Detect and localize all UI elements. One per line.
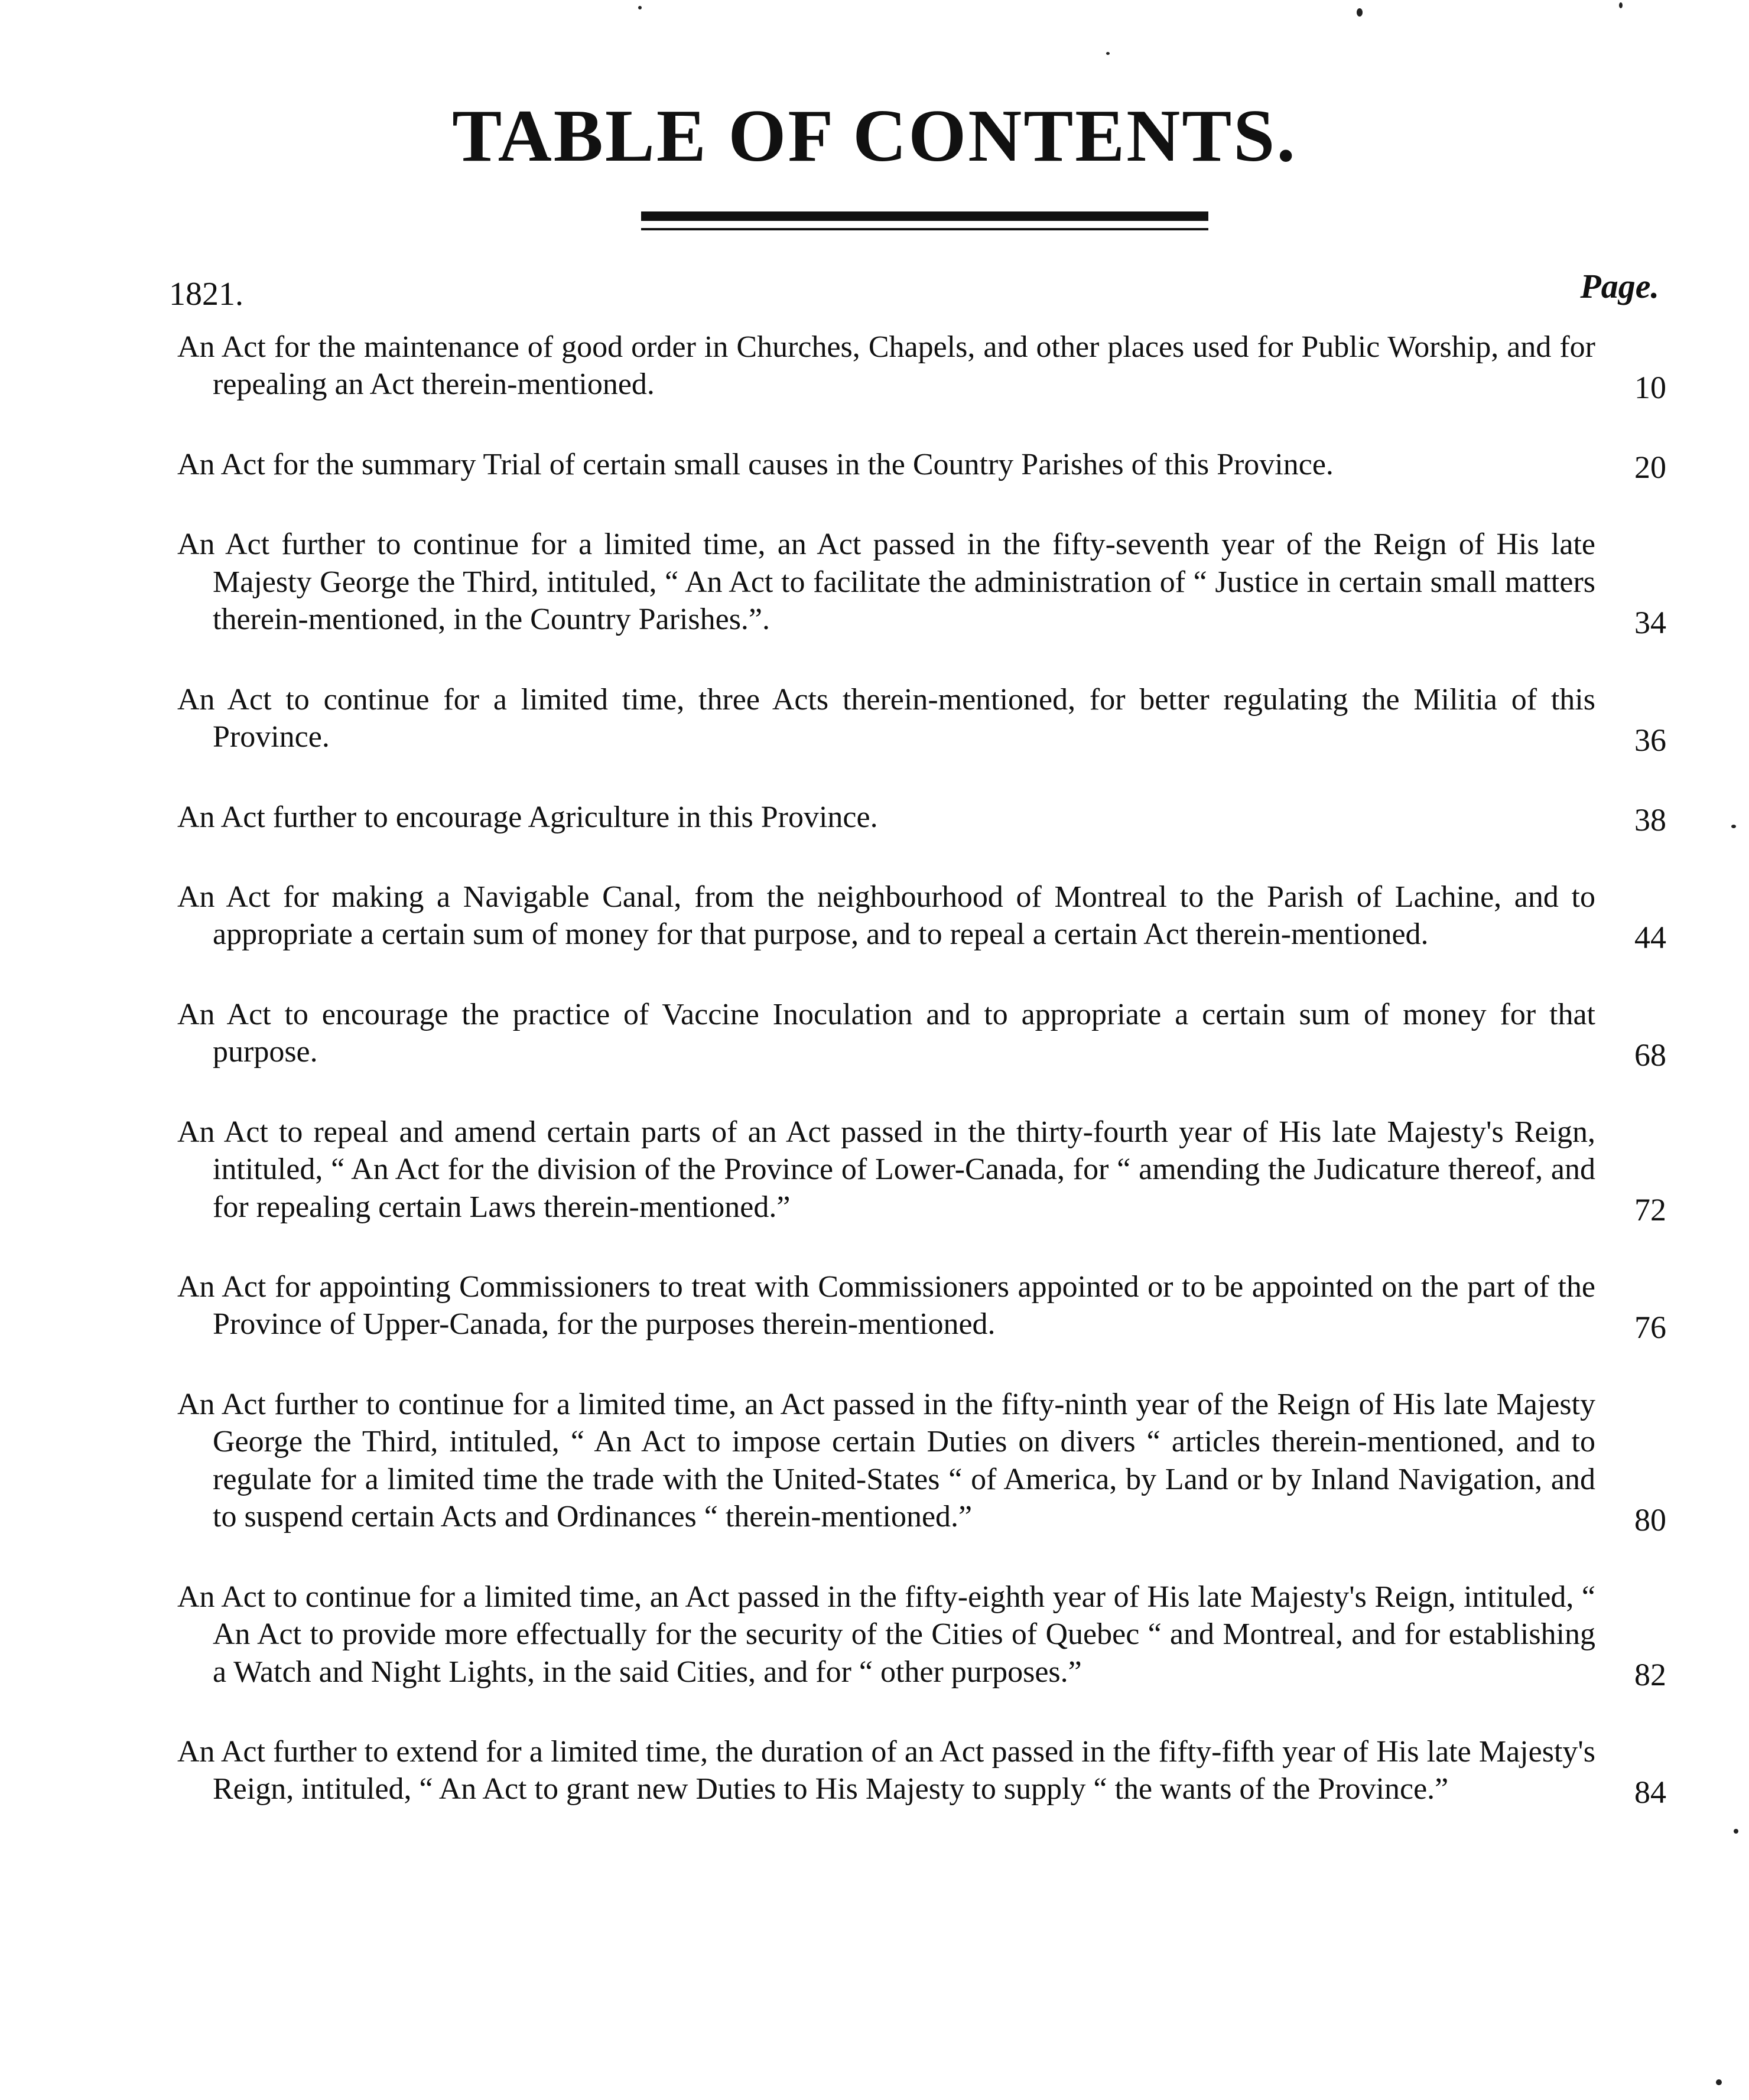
scan-speck — [1619, 2, 1623, 8]
contents-entry — [177, 526, 1666, 638]
entry-page-number: 10 — [1634, 369, 1666, 405]
contents-entry — [177, 1733, 1666, 1808]
scan-speck — [1106, 52, 1110, 55]
entry-page-number: 84 — [1634, 1774, 1666, 1810]
entry-page-number: 20 — [1634, 450, 1666, 486]
entry-title: An Act for the maintenance of good order in Churches, Chapels, and other places used for Public Worship, and for repealing an Act therein-mentioned. — [177, 330, 1595, 402]
scan-speck — [638, 6, 642, 9]
entry-title: An Act to repeal and amend certain parts of an Act passed in the thirty-fourth year of His late Majesty's Reign, intituled, “ An Act for the division of the Province of Lower-Canada, for “ amending the Judicature thereof, and for repealing certain Laws therein-mentioned.” — [177, 1115, 1595, 1224]
entry-title: An Act further to continue for a limited time, an Act passed in the fifty-seventh year of the Reign of His late Majesty George the Third, intituled, “ An Act to facilitate the administration of “ Justice in certain small matters therein-mentioned, in the Country Parishes.”. — [177, 528, 1595, 637]
contents-entry — [177, 1386, 1666, 1536]
contents-entry — [177, 1578, 1666, 1691]
entry-title: An Act for making a Navigable Canal, from the neighbourhood of Montreal to the Parish of Lachine, and to appropriate a certain sum of money for that purpose, and to repeal a certain Act therein-mentioned. — [177, 880, 1595, 952]
entry-page-number: 72 — [1634, 1192, 1666, 1228]
contents-entry — [177, 1114, 1666, 1226]
entry-page-number: 44 — [1634, 919, 1666, 955]
scan-speck — [1716, 2079, 1722, 2085]
entry-title: An Act to encourage the practice of Vaccine Inoculation and to appropriate a certain sum of money for that purpose. — [177, 997, 1595, 1069]
entry-page-number: 34 — [1634, 604, 1666, 640]
contents-entry — [177, 878, 1666, 953]
title-rule-thick — [641, 211, 1208, 221]
year-heading: 1821. — [169, 276, 243, 312]
contents-entry — [177, 799, 1666, 836]
contents-entry — [177, 996, 1666, 1071]
entry-title: An Act further to encourage Agriculture in this Province. — [177, 800, 878, 834]
page-title: TABLE OF CONTENTS. — [452, 95, 1297, 177]
entry-page-number: 38 — [1634, 802, 1666, 838]
scan-speck — [1357, 8, 1363, 17]
entry-title: An Act for the summary Trial of certain small causes in the Country Parishes of this Province. — [177, 447, 1334, 481]
entry-title: An Act further to extend for a limited time, the duration of an Act passed in the fifty-fifth year of His late Majesty's Reign, intituled, “ An Act to grant new Duties to His Majesty to supply “ the wants of the Province.” — [177, 1734, 1595, 1806]
entry-title: An Act further to continue for a limited time, an Act passed in the fifty-ninth year of the Reign of His late Majesty George the Third, intituled, “ An Act to impose certain Duties on divers “ articles therein-mentioned, and to regulate for a limited time the trade with the United-States “ of America, by Land or by Inland Navigation, and to suspend certain Acts and Ordinances “ therein-mentioned.” — [177, 1387, 1595, 1534]
page-column-heading: Page. — [1580, 267, 1659, 305]
entry-title: An Act to continue for a limited time, an Act passed in the fifty-eighth year of His late Majesty's Reign, intituled, “ An Act to provide more effectually for the security of the Cities of Quebec “ and Montreal, and for establishing a Watch and Night Lights, in the said Cities, and for “ other purposes.” — [177, 1580, 1595, 1689]
title-rule-thin — [641, 228, 1208, 230]
entry-page-number: 36 — [1634, 722, 1666, 758]
entry-page-number: 82 — [1634, 1656, 1666, 1692]
contents-entry — [177, 446, 1666, 486]
entry-page-number: 76 — [1634, 1309, 1666, 1345]
scan-speck — [1731, 825, 1736, 828]
entry-title: An Act to continue for a limited time, three Acts therein-mentioned, for better regulating the Militia of this Province. — [177, 682, 1595, 754]
entry-title: An Act for appointing Commissioners to treat with Commissioners appointed or to be appointed on the part of the Province of Upper-Canada, for the purposes therein-mentioned. — [177, 1270, 1595, 1342]
entry-page-number: 80 — [1634, 1502, 1666, 1538]
contents-entry — [177, 681, 1666, 756]
contents-list — [177, 328, 1666, 1851]
scan-speck — [1734, 1829, 1738, 1834]
entry-page-number: 68 — [1634, 1037, 1666, 1073]
contents-entry — [177, 1268, 1666, 1343]
contents-entry — [177, 328, 1666, 403]
